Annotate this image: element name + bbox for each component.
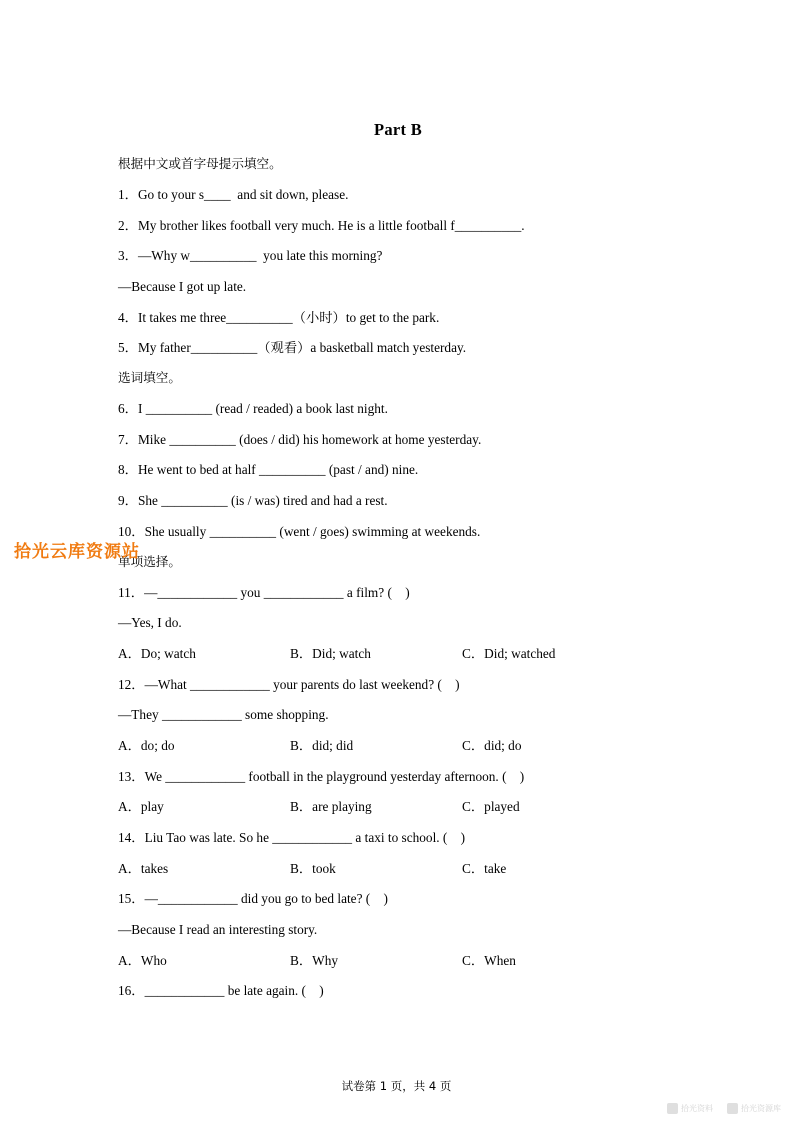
choices-13 [118, 800, 678, 813]
choices-11 [118, 647, 678, 660]
choice-12-b: B．did; did [290, 737, 354, 753]
question-15: 15．—____________ did you go to bed late? ( ) [118, 891, 388, 907]
choice-15-b: B．Why [290, 952, 339, 968]
choice-13-a: A．play [118, 799, 164, 815]
choice-14-a: A．takes [118, 860, 169, 876]
page-title: Part B [373, 120, 423, 139]
watermark-item-2 [727, 1103, 781, 1114]
question-3: 3．—Why w__________ you late this morning? [118, 248, 383, 264]
page-footer: 试卷第 1 页，共 4 页 [341, 1079, 452, 1093]
choice-11-c: C．Did; watched [462, 645, 556, 661]
question-12: 12．—What ____________ your parents do last weekend? ( ) [118, 676, 460, 692]
watermark-label-1: 拾光资料 [681, 1104, 713, 1113]
watermark-item-1 [667, 1103, 713, 1114]
choice-11-b: B．Did; watch [290, 645, 371, 661]
question-11-answer: —Yes, I do. [118, 615, 182, 631]
choices-14 [118, 862, 678, 875]
question-16: 16．____________ be late again. ( ) [118, 983, 324, 999]
question-12-answer: —They ____________ some shopping. [118, 707, 329, 723]
question-11: 11．—____________ you ____________ a film? ( ) [118, 584, 410, 600]
instruction-word-choice: 选词填空。 [118, 370, 181, 386]
choice-13-c: C．played [462, 799, 520, 815]
choices-12 [118, 739, 678, 752]
question-6: 6．I __________ (read / readed) a book last night. [118, 401, 388, 417]
question-7: 7．Mike __________ (does / did) his homework at home yesterday. [118, 431, 482, 447]
question-3-answer: —Because I got up late. [118, 279, 247, 295]
document-body [118, 120, 678, 1015]
question-1: 1．Go to your s____ and sit down, please. [118, 186, 349, 202]
question-10: 10．She usually __________ (went / goes) swimming at weekends. [118, 523, 481, 539]
watermark-bottom-right [667, 1103, 781, 1114]
choice-14-b: B．took [290, 860, 336, 876]
question-13: 13．We ____________ football in the playground yesterday afternoon. ( ) [118, 768, 525, 784]
watermark-logo-icon-2 [727, 1103, 738, 1114]
question-4: 4．It takes me three__________（小时）to get to the park. [118, 309, 440, 325]
choice-12-a: A．do; do [118, 737, 175, 753]
choice-15-c: C．When [462, 952, 516, 968]
instruction-fill-in-blanks: 根据中文或首字母提示填空。 [118, 156, 282, 171]
choices-15 [118, 954, 678, 967]
question-5: 5．My father__________（观看）a basketball match yesterday. [118, 340, 467, 356]
question-8: 8．He went to bed at half __________ (past / and) nine. [118, 462, 419, 478]
question-2: 2．My brother likes football very much. He is a little football f__________. [118, 217, 525, 233]
choice-13-b: B．are playing [290, 799, 372, 815]
watermark-left: 拾光云库资源站 [14, 542, 140, 562]
question-14: 14．Liu Tao was late. So he ____________ a taxi to school. ( ) [118, 830, 466, 846]
choice-15-a: A．Who [118, 952, 167, 968]
choice-14-c: C．take [462, 860, 507, 876]
question-9: 9．She __________ (is / was) tired and had a rest. [118, 493, 388, 509]
watermark-logo-icon [667, 1103, 678, 1114]
question-15-answer: —Because I read an interesting story. [118, 922, 318, 938]
watermark-label-2: 拾光资源库 [741, 1104, 781, 1113]
choice-11-a: A．Do; watch [118, 645, 196, 661]
instruction-multiple-choice: 单项选择。 [118, 553, 181, 569]
choice-12-c: C．did; do [462, 737, 522, 753]
